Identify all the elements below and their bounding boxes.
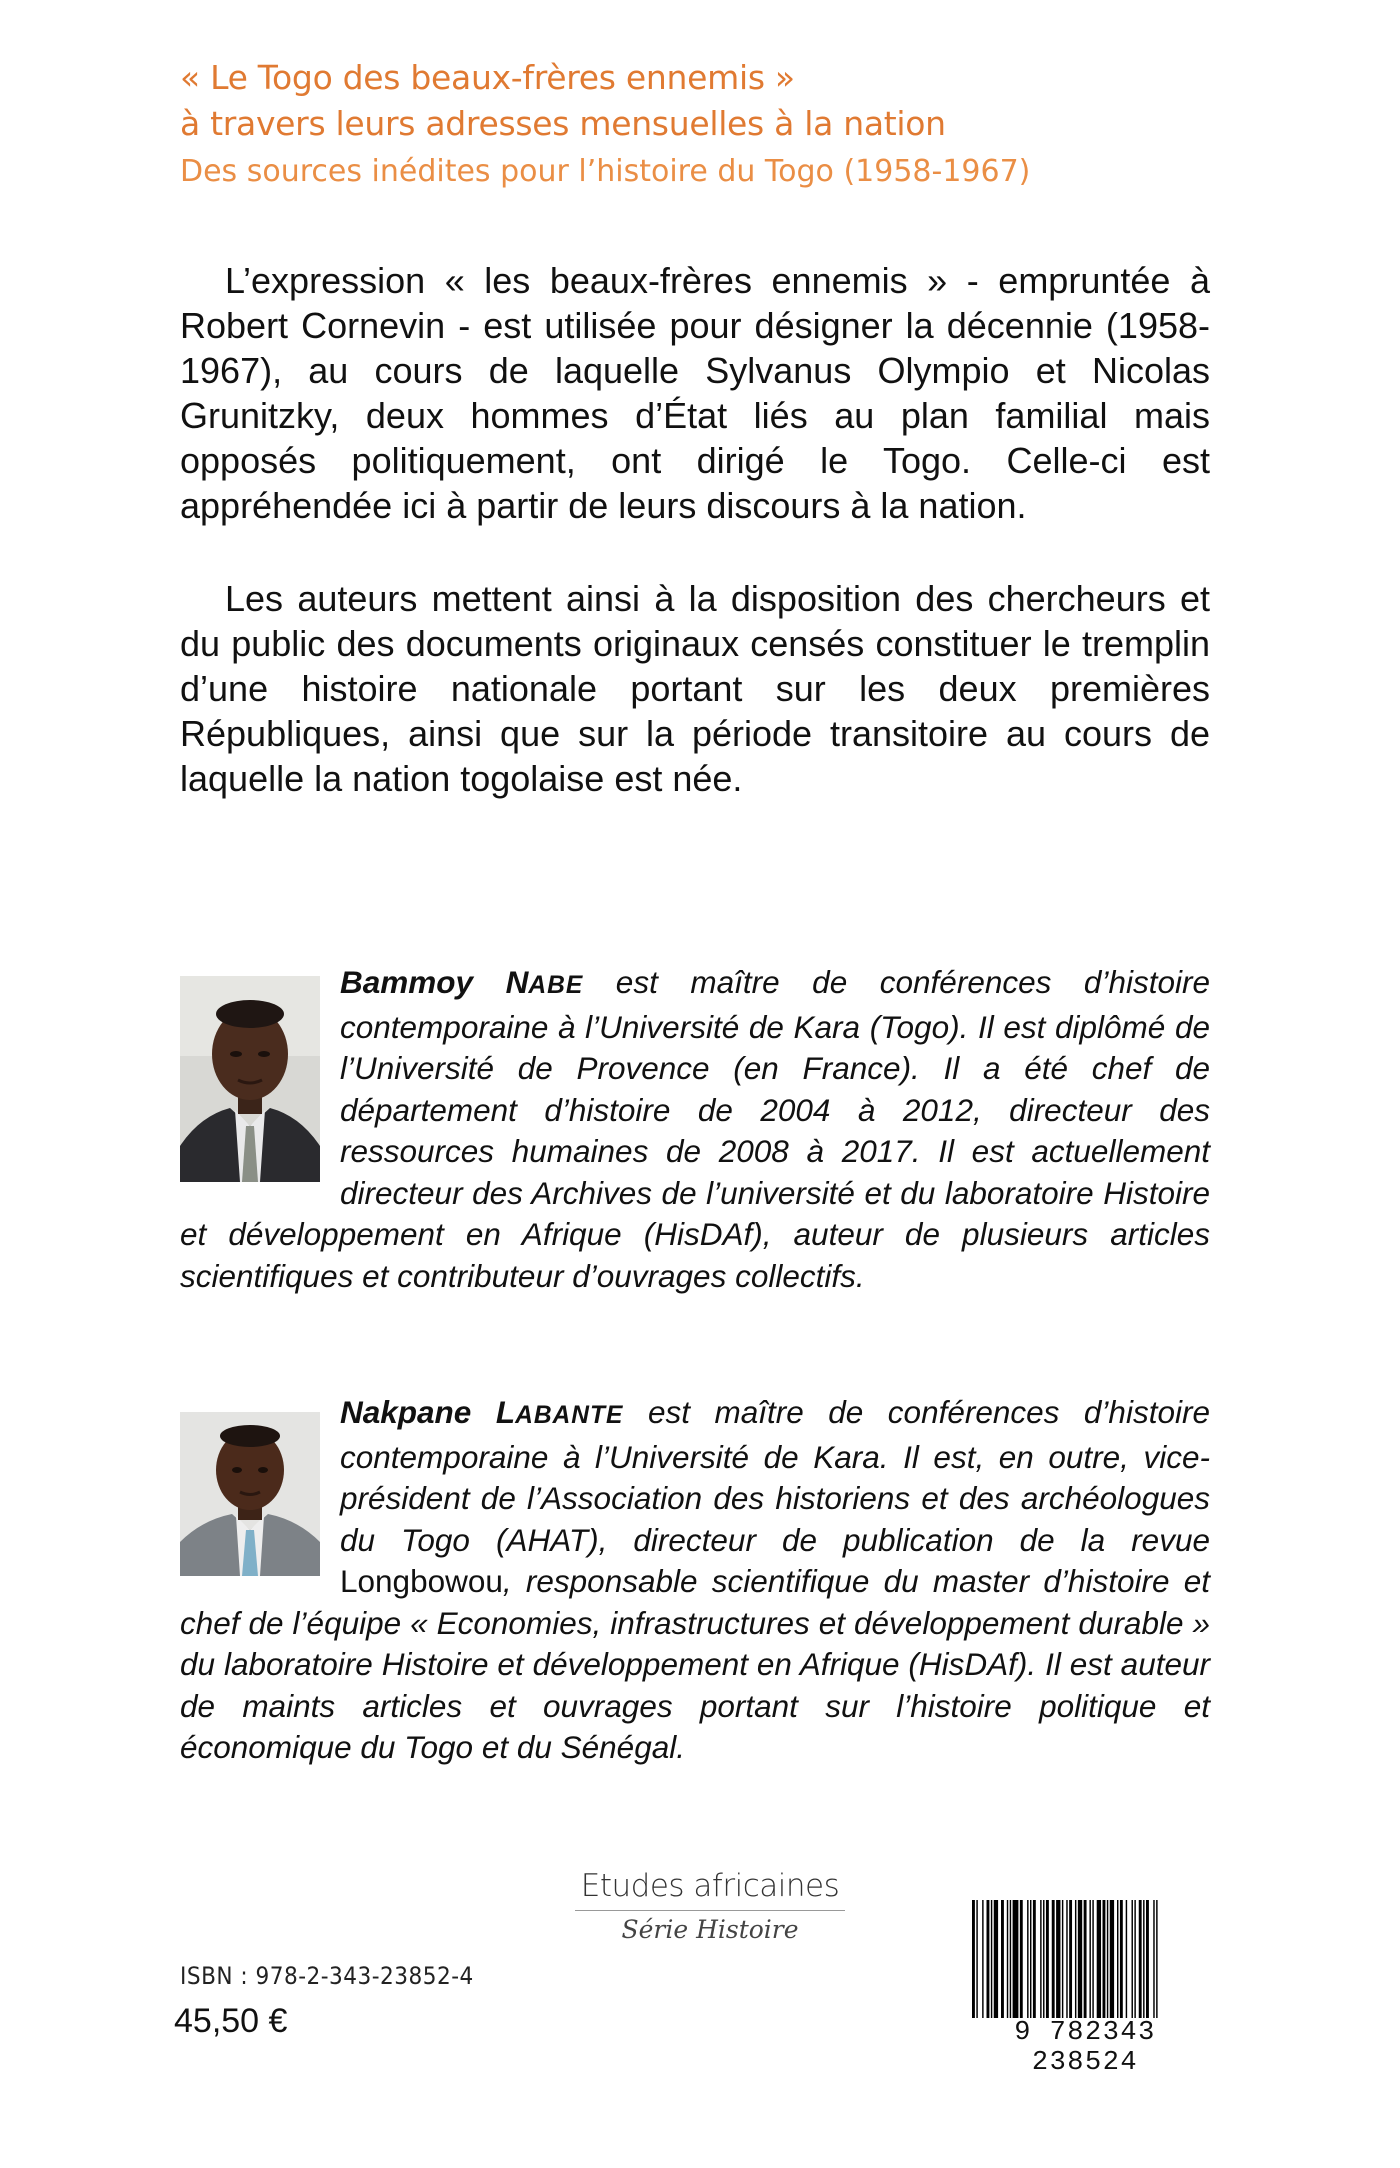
title-line-2: à travers leurs adresses mensuelles à la nation (180, 104, 946, 143)
barcode-bar (1089, 1900, 1090, 2018)
barcode-bar (972, 1900, 975, 2018)
author-photo-1 (180, 976, 320, 1182)
barcode-bar (1066, 1900, 1067, 2018)
barcode-bar (1040, 1900, 1041, 2018)
barcode-bar (1132, 1900, 1133, 2018)
barcode-bar (1092, 1900, 1093, 2018)
barcode-bar (1062, 1900, 1063, 2018)
barcode-bar (1146, 1900, 1149, 2018)
author-bio-1 (180, 962, 1210, 1297)
barcode-bar (1126, 1900, 1127, 2018)
barcode-bar (1046, 1900, 1049, 2018)
journal-name: Longbowou (340, 1563, 503, 1599)
barcode-bar (976, 1900, 977, 2018)
author-2-name: Nakpane LABANTE (340, 1394, 624, 1430)
collection-block (545, 1868, 875, 1944)
author-1-name: Bammoy NABE (340, 964, 584, 1000)
barcode-bar (1134, 1900, 1135, 2018)
title-line-1: « Le Togo des beaux-frères ennemis » (180, 58, 795, 97)
collection-name: Etudes africaines (580, 1868, 840, 1904)
barcode-bar (1007, 1900, 1008, 2018)
barcode-bar (1075, 1900, 1076, 2018)
barcode-bar (1013, 1900, 1019, 2018)
barcode-number: 9 782343 238524 (1014, 2018, 1156, 2078)
barcode-bar (1139, 1900, 1142, 2018)
barcode-bar (1143, 1900, 1144, 2018)
summary-paragraph-2: Les auteurs mettent ainsi à la disposition des chercheurs et du public des documents originaux censés constituer le tremplin d’une histoire nationale portant sur les deux premières Républiques, ainsi que sur la période transitoire au cours de laquelle la nation togolaise est née. (180, 578, 1210, 799)
barcode-bar (1030, 1900, 1031, 2018)
barcode-bar (1052, 1900, 1055, 2018)
barcode-bar (1056, 1900, 1060, 2018)
series-name: Série Histoire (621, 1915, 799, 1944)
barcode-bar (987, 1900, 990, 2018)
isbn: ISBN : 978-2-343-23852-4 (180, 1962, 474, 1990)
barcode-bar (1069, 1900, 1072, 2018)
barcode-bar (1110, 1900, 1114, 2018)
barcode-bar (1001, 1900, 1004, 2018)
barcode-bar (1020, 1900, 1023, 2018)
author-2-bio-part-1: est maître de conférences d’histoire contemporaine à l’Université de Kara. Il est, en outre, vice-président de l’Association des historiens et des archéologues du Togo (AHAT), directeur de publication de la revue (340, 1394, 1210, 1558)
barcode-bar (1084, 1900, 1087, 2018)
barcode-bar (1027, 1900, 1028, 2018)
barcode-icon (970, 1900, 1202, 2036)
barcode-bar (1120, 1900, 1123, 2018)
barcode-bar (1107, 1900, 1108, 2018)
barcode-bar (982, 1900, 983, 2018)
barcode-bar (1156, 1900, 1157, 2018)
price: 45,50 € (174, 2002, 288, 2040)
author-photo-2 (180, 1412, 320, 1576)
barcode-bar (1097, 1900, 1101, 2018)
collection-divider (575, 1910, 845, 1911)
barcode-bar (1078, 1900, 1082, 2018)
barcode-bar (1010, 1900, 1011, 2018)
barcode-bar (1103, 1900, 1106, 2018)
barcode-bar (1033, 1900, 1036, 2018)
barcode-bar (1153, 1900, 1154, 2018)
barcode-bar (1117, 1900, 1118, 2018)
barcode-bar (994, 1900, 998, 2018)
author-1-bio: est maître de conférences d’histoire contemporaine à l’Université de Kara (Togo). Il est diplômé de l’Université de Provence (en France). Il a été chef de département d’histoire de 2004 à 2012, directeur des ressources humaines de 2008 à 2017. Il est actuellement directeur des Archives de l’université et du laboratoire Histoire et développement en Afrique (HisDAf), auteur de plusieurs articles scientifiques et contributeur d’ouvrages collectifs. (180, 964, 1210, 1294)
barcode-bar (991, 1900, 992, 2018)
summary-paragraph-1: L’expression « les beaux-frères ennemis » - empruntée à Robert Cornevin - est utilisée pour désigner la décennie (1958-1967), au cours de laquelle Sylvanus Olympio et Nicolas Grunitzky, deux hommes d’État liés au plan familial mais opposés politiquement, ont dirigé le Togo. Celle-ci est appréhendée ici à partir de leurs discours à la nation. (180, 260, 1210, 526)
author-2-bio-part-2: , responsable scientifique du master d’histoire et chef de l’équipe « Economies, infrastructures et développement durable » du laboratoire Histoire et développement en Afrique (HisDAf). Il est auteur de maints articles et ouvrages portant sur l’histoire politique et économique du Togo et du Sénégal. (180, 1563, 1210, 1765)
subtitle: Des sources inédites pour l’histoire du Togo (1958-1967) (180, 154, 1031, 189)
barcode-bar (1043, 1900, 1044, 2018)
author-bio-2 (180, 1392, 1210, 1769)
